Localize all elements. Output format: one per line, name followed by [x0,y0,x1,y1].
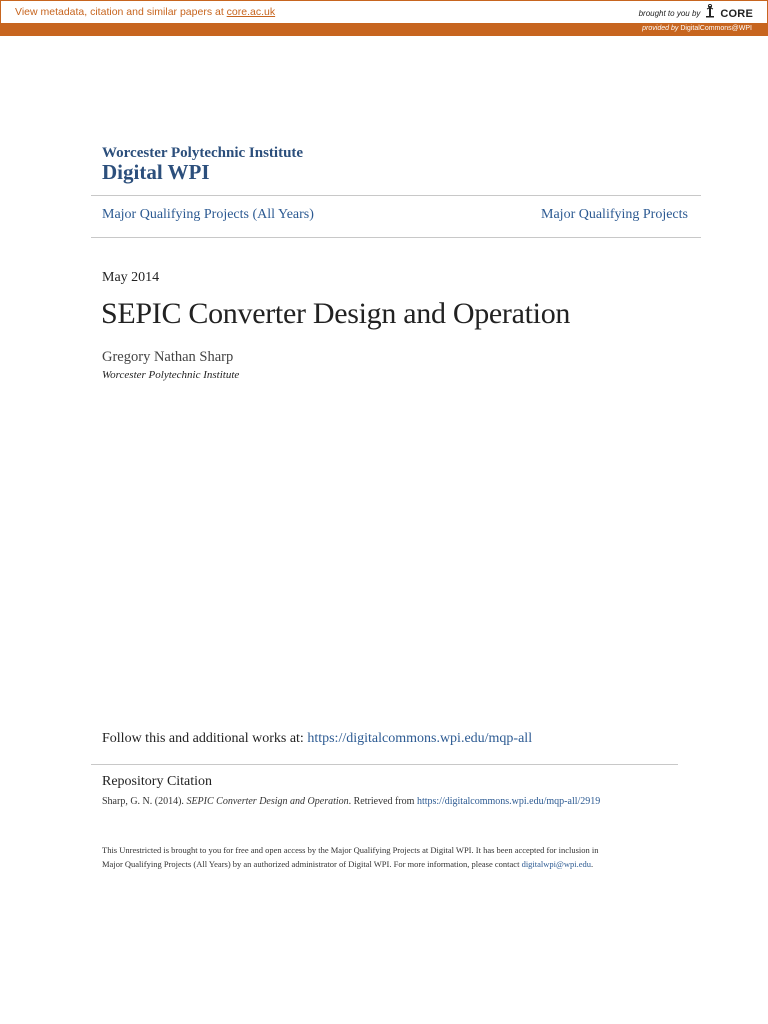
citation-authors: Sharp, G. N. (2014). [102,796,184,807]
citation-heading: Repository Citation [102,774,213,789]
collection-link-mqp[interactable]: Major Qualifying Projects [541,207,688,222]
notice-line-2-text: Major Qualifying Projects (All Years) by an authorized administrator of Digital WPI. For more information, please contact [102,859,520,869]
provided-by-label: provided by [642,25,679,32]
provided-by-text [642,25,752,32]
core-logo-text: CORE [720,7,753,20]
notice-line-2 [102,857,662,871]
author-affiliation: Worcester Polytechnic Institute [102,369,240,381]
institution-name[interactable]: Worcester Polytechnic Institute [102,145,304,161]
publication-date: May 2014 [102,270,160,285]
citation-title: SEPIC Converter Design and Operation [186,796,349,807]
access-notice [102,843,662,871]
citation-divider [91,764,678,765]
core-metadata-text [15,6,275,18]
core-metadata-label: View metadata, citation and similar papers at [15,6,224,18]
core-provider-bar [0,24,768,36]
header-divider [91,195,701,196]
notice-end: . [591,859,594,869]
brought-to-you-text: brought to you by [638,9,701,18]
core-link[interactable]: core.ac.uk [226,6,276,18]
author-name: Gregory Nathan Sharp [102,349,234,365]
core-banner [0,0,768,24]
repository-name[interactable]: Digital WPI [102,160,210,184]
citation-text [102,796,600,807]
core-logo-icon [704,4,716,23]
contact-email-link[interactable]: digitalwpi@wpi.edu [521,859,592,869]
document-title: SEPIC Converter Design and Operation [101,297,571,330]
collection-link-all-years[interactable]: Major Qualifying Projects (All Years) [102,207,314,222]
follow-line [102,731,532,747]
follow-url-link[interactable]: https://digitalcommons.wpi.edu/mqp-all [307,731,533,746]
collection-divider [91,237,701,238]
citation-url-link[interactable]: https://digitalcommons.wpi.edu/mqp-all/2919 [416,796,601,807]
provider-name[interactable]: DigitalCommons@WPI [680,25,752,32]
core-brought-by[interactable] [639,4,753,23]
citation-retrieved: . Retrieved from [348,796,415,807]
follow-label: Follow this and additional works at: [102,731,304,746]
notice-line-1: This Unrestricted is brought to you for free and open access by the Major Qualifying Projects at Digital WPI. It has been accepted for inclusion in [102,845,599,855]
